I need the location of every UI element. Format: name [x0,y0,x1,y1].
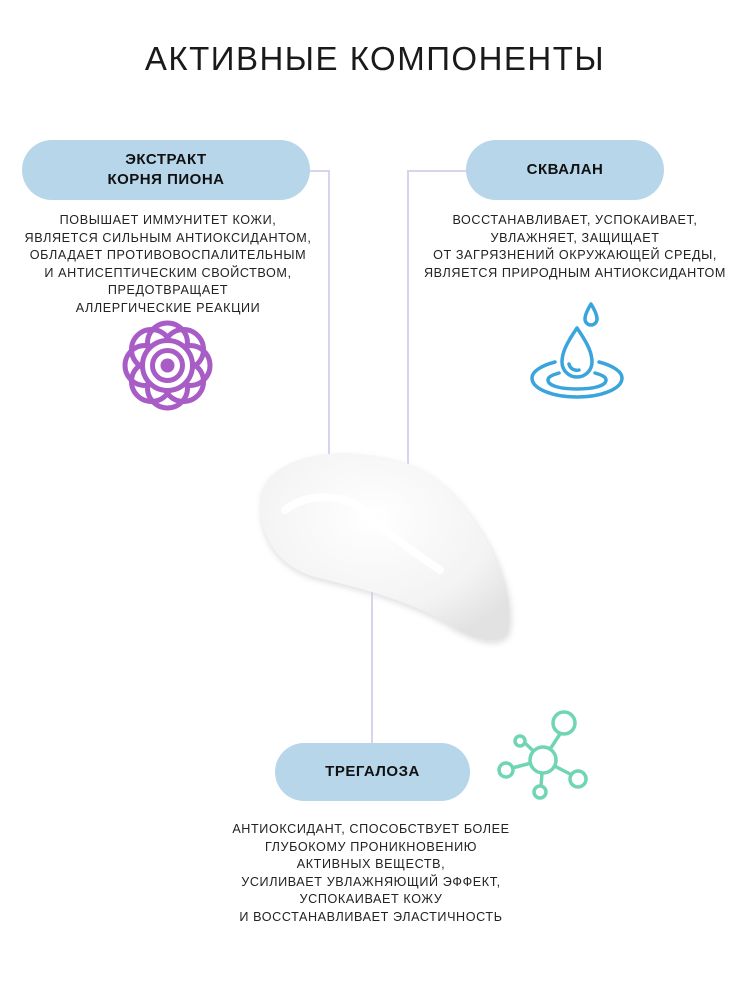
connector-line-peony [310,170,330,172]
ingredient-description-peony: ПОВЫШАЕТ ИММУНИТЕТ КОЖИ, ЯВЛЯЕТСЯ СИЛЬНЫМ АНТИОКСИДАНТОМ, ОБЛАДАЕТ ПРОТИВОВОСПАЛИТЕЛЬНЫМ И АНТИСЕПТИЧЕСКИМ СВОЙСТВОМ, ПРЕДОТВРАЩАЕТ АЛЛЕРГИЧЕСКИЕ РЕАКЦИИ [24,213,312,315]
connector-line-squalane [407,170,467,172]
ingredient-pill-squalane: СКВАЛАН [466,140,664,200]
cream-swatch-image [240,440,530,660]
ingredient-description-squalane: ВОССТАНАВЛИВАЕТ, УСПОКАИВАЕТ, УВЛАЖНЯЕТ, ЗАЩИЩАЕТ ОТ ЗАГРЯЗНЕНИЙ ОКРУЖАЮЩЕЙ СРЕДЫ, ЯВЛЯЕТСЯ ПРИРОДНЫМ АНТИОКСИДАНТОМ [423,213,726,280]
ingredient-pill-trehalose: ТРЕГАЛОЗА [275,743,470,801]
ingredient-pill-peony: ЭКСТРАКТ КОРНЯ ПИОНА [22,140,310,200]
water-drop-icon [522,300,632,402]
ingredient-description-trehalose: АНТИОКСИДАНТ, СПОСОБСТВУЕТ БОЛЕЕ ГЛУБОКОМУ ПРОНИКНОВЕНИЮ АКТИВНЫХ ВЕЩЕСТВ, УСИЛИВАЕТ УВЛАЖНЯЮЩИЙ ЭФФЕКТ, УСПОКАИВАЕТ КОЖУ И ВОССТАНАВЛИВАЕТ ЭЛАСТИЧНОСТЬ [232,822,510,924]
molecule-icon [496,708,596,800]
page-title: АКТИВНЫЕ КОМПОНЕНТЫ [144,40,606,77]
peony-flower-icon [120,318,215,413]
